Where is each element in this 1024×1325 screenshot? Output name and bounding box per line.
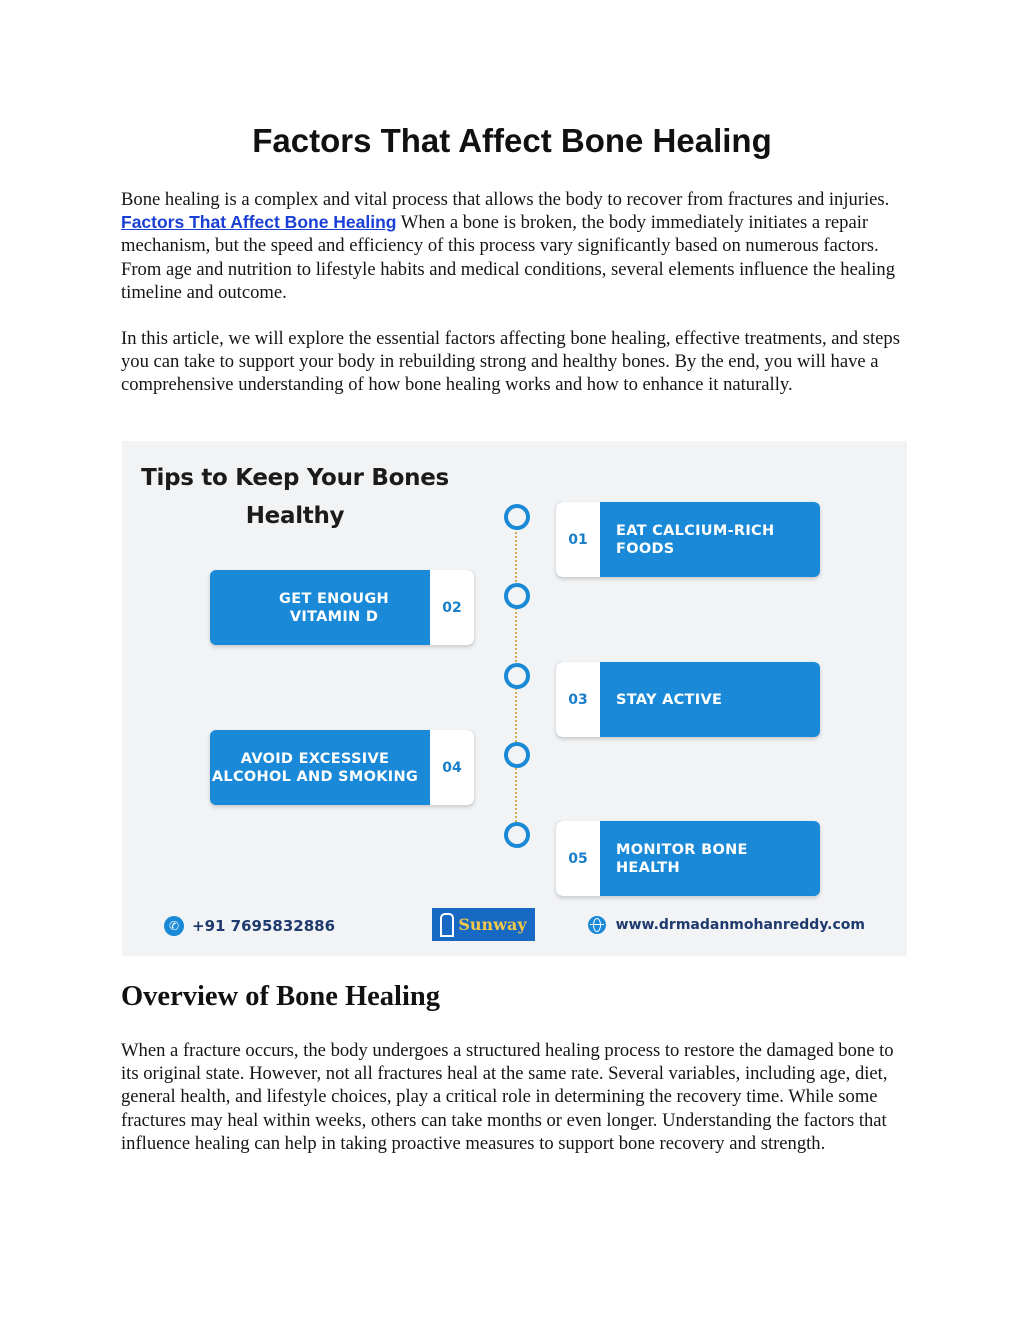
bone-health-infographic — [122, 441, 907, 956]
overview-heading: Overview of Bone Healing — [121, 981, 440, 1012]
page-title: Factors That Affect Bone Healing — [252, 122, 772, 159]
tip-number: 01 — [556, 502, 600, 577]
tip-label: STAY ACTIVE — [616, 691, 723, 708]
tip-number: 02 — [430, 570, 474, 645]
sunway-logo — [432, 908, 535, 941]
contact-website — [588, 916, 865, 934]
tip-label: EAT CALCIUM-RICH FOODS — [616, 522, 775, 557]
logo-wordmark: Sunway — [458, 915, 527, 934]
timeline-node — [504, 822, 530, 848]
phone-icon: ✆ — [164, 916, 184, 936]
timeline-node — [504, 583, 530, 609]
tip-label: MONITOR BONE HEALTH — [616, 841, 748, 876]
intro-text-before-link: Bone healing is a complex and vital process that allows the body to recover from fractures and injuries. — [121, 189, 890, 210]
phone-number: +91 7695832886 — [192, 917, 336, 935]
tip-number: 03 — [556, 662, 600, 737]
website-url: www.drmadanmohanreddy.com — [615, 917, 865, 933]
intro-paragraph — [121, 188, 911, 304]
contact-phone — [164, 916, 335, 936]
tip-card-01 — [556, 502, 820, 577]
tip-card-02 — [210, 570, 474, 645]
globe-icon — [588, 916, 606, 934]
intro-text-after-link: When a bone is broken, the body immediately initiates a repair mechanism, but the speed and efficiency of this process vary significantly based on numerous factors. From age and nutrition to lifestyle habits and medical conditions, several elements influence the healing timeline and outcome. — [121, 212, 896, 303]
tip-number: 04 — [430, 730, 474, 805]
tip-label: AVOID EXCESSIVE ALCOHOL AND SMOKING — [211, 750, 419, 785]
tip-number: 05 — [556, 821, 600, 896]
article-link[interactable]: Factors That Affect Bone Healing — [121, 212, 397, 233]
infographic-title: Tips to Keep Your Bones Healthy — [141, 465, 449, 529]
tip-card-05 — [556, 821, 820, 896]
article-paragraph: In this article, we will explore the essential factors affecting bone healing, effective treatments, and steps you can take to support your body in rebuilding strong and healthy bones. By the end, you will have a comprehensive understanding of how bone healing works and how to enhance it naturally. — [121, 328, 900, 396]
tip-card-04 — [210, 730, 474, 805]
timeline-node — [504, 663, 530, 689]
tip-label: GET ENOUGH VITAMIN D — [279, 590, 389, 625]
tip-card-03 — [556, 662, 820, 737]
timeline-node — [504, 504, 530, 530]
overview-paragraph: When a fracture occurs, the body undergoes a structured healing process to restore the damaged bone to its original state. However, not all fractures heal at the same rate. Several variables, including age, diet, general health, and lifestyle choices, play a critical role in determining the recovery time. While some fractures may heal within weeks, others can take months or even longer. Understanding the factors that influence healing can help in taking proactive measures to support bone recovery and strength. — [121, 1040, 894, 1154]
logo-mark-icon — [440, 913, 454, 937]
timeline-node — [504, 742, 530, 768]
